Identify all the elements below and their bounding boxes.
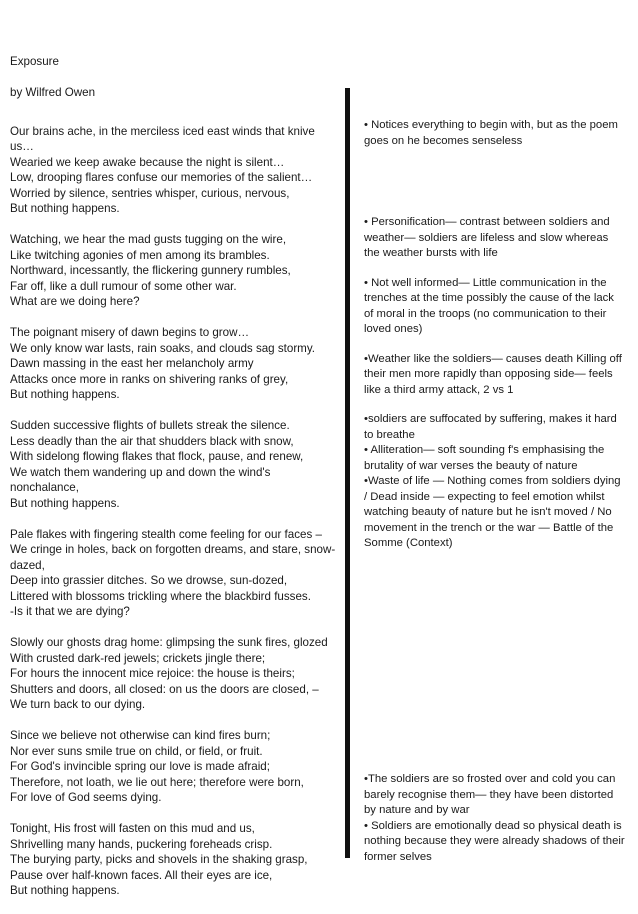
poem-line: But nothing happens. <box>10 202 120 215</box>
poem-stanza <box>10 124 340 217</box>
poem-line: Dawn massing in the east her melancholy army <box>10 357 254 370</box>
poem-line: The burying party, picks and shovels in the shaking grasp, <box>10 853 308 866</box>
poem-line: With sidelong flowing flakes that flock, pause, and renew, <box>10 450 304 463</box>
poem-title: Exposure <box>10 55 59 68</box>
poem-stanza <box>10 418 340 511</box>
poem-line: Pause over half-known faces. All their eyes are ice, <box>10 868 273 882</box>
poem-line: Attacks once more in ranks on shivering ranks of grey, <box>10 372 289 386</box>
poem-stanza <box>10 527 340 620</box>
poem-line: Therefore, not loath, we lie out here; therefore were born, <box>10 775 304 789</box>
poem-line: For God's invincible spring our love is made afraid; <box>10 760 270 773</box>
poem-line: Deep into grassier ditches. So we drowse, sun-dozed, <box>10 574 288 587</box>
poem-stanza <box>10 325 340 403</box>
poem-line: Less deadly than the air that shudders black with snow, <box>10 434 294 448</box>
poem-line: Low, drooping flares confuse our memories of the salient… <box>10 171 313 184</box>
notes-group-2 <box>364 215 626 552</box>
poem-line: For love of God seems dying. <box>10 791 162 804</box>
poem-stanza <box>10 232 340 310</box>
annotation-note: • Soldiers are emotionally dead so physical death is nothing because they were already shadows of their former selves <box>364 819 625 863</box>
poem-line: What are we doing here? <box>10 295 140 308</box>
poem-line: Sudden successive flights of bullets streak the silence. <box>10 419 290 432</box>
poem-line: We only know war lasts, rain soaks, and clouds sag stormy. <box>10 341 315 355</box>
annotation-note: •Waste of life — Nothing comes from soldiers dying / Dead inside — expecting to feel emotion whilst watching beauty of nature but he isn't moved / No movement in the trench or the war — Battle of the Somme (Context) <box>364 475 621 549</box>
poem-line: But nothing happens. <box>10 388 120 401</box>
annotation-note: • Personification— contrast between soldiers and weather— soldiers are lifeless and slow whereas the weather bursts with life <box>364 216 610 259</box>
poem-line: Worried by silence, sentries whisper, curious, nervous, <box>10 186 290 200</box>
notes-group-1 <box>364 118 626 163</box>
poem-line: We cringe in holes, back on forgotten dreams, and stare, snow-dazed, <box>10 543 336 572</box>
poem-line: Northward, incessantly, the flickering gunnery rumbles, <box>10 264 291 277</box>
poem-line: Far off, like a dull rumour of some other war. <box>10 279 237 293</box>
poem-stanzas <box>10 124 340 899</box>
poem-line: Watching, we hear the mad gusts tugging on the wire, <box>10 233 287 246</box>
poem-line: The poignant misery of dawn begins to grow… <box>10 326 250 339</box>
poem-line: Since we believe not otherwise can kind fires burn; <box>10 729 271 742</box>
poem-line: Pale flakes with fingering stealth come feeling for our faces – <box>10 527 322 541</box>
annotation-note: • Alliteration— soft sounding f's emphasising the brutality of war verses the beauty of nature <box>364 444 605 472</box>
poem-line: We turn back to our dying. <box>10 698 146 711</box>
poem-line: Shrivelling many hands, puckering foreheads crisp. <box>10 837 273 851</box>
annotation-note: •soldiers are suffocated by suffering, makes it hard to breathe <box>364 413 617 441</box>
poem-line: But nothing happens. <box>10 884 120 897</box>
vertical-divider <box>345 88 350 858</box>
poem-line: Littered with blossoms trickling where the blackbird fusses. <box>10 589 311 603</box>
poem-line: We watch them wandering up and down the wind's nonchalance, <box>10 465 271 494</box>
poem-stanza <box>10 821 340 899</box>
poem-stanza <box>10 728 340 806</box>
poem-line: Shutters and doors, all closed: on us the doors are closed, – <box>10 682 319 696</box>
poem-line: Slowly our ghosts drag home: glimpsing the sunk fires, glozed <box>10 636 328 649</box>
poem-author: by Wilfred Owen <box>10 86 96 99</box>
poem-line: Wearied we keep awake because the night is silent… <box>10 155 285 169</box>
annotation-note: • Not well informed— Little communication in the trenches at the time possibly the cause of the lack of moral in the troops (no communication to their loved ones) <box>364 276 614 335</box>
poem-line: Like twitching agonies of men among its brambles. <box>10 248 270 262</box>
poem-line: Tonight, His frost will fasten on this mud and us, <box>10 822 255 835</box>
poem-line: Our brains ache, in the merciless iced east winds that knive us… <box>10 124 315 153</box>
annotation-note: •Weather like the soldiers— causes death Killing off their men more rapidly than opposing side— feels like a third army attack, 2 vs 1 <box>364 352 622 396</box>
poem-stanza <box>10 635 340 713</box>
poem-line: Nor ever suns smile true on child, or field, or fruit. <box>10 744 263 758</box>
poem-line: For hours the innocent mice rejoice: the house is theirs; <box>10 667 295 680</box>
notes-group-3 <box>364 772 626 865</box>
poem-line: -Is it that we are dying? <box>10 605 130 618</box>
poem-column <box>10 54 340 914</box>
poem-line: But nothing happens. <box>10 496 120 510</box>
annotation-note: •The soldiers are so frosted over and cold you can barely recognise them— they have been distorted by nature and by war <box>364 773 616 816</box>
poem-line: With crusted dark-red jewels; crickets jingle there; <box>10 651 266 665</box>
annotation-note: • Notices everything to begin with, but as the poem goes on he becomes senseless <box>364 119 618 147</box>
